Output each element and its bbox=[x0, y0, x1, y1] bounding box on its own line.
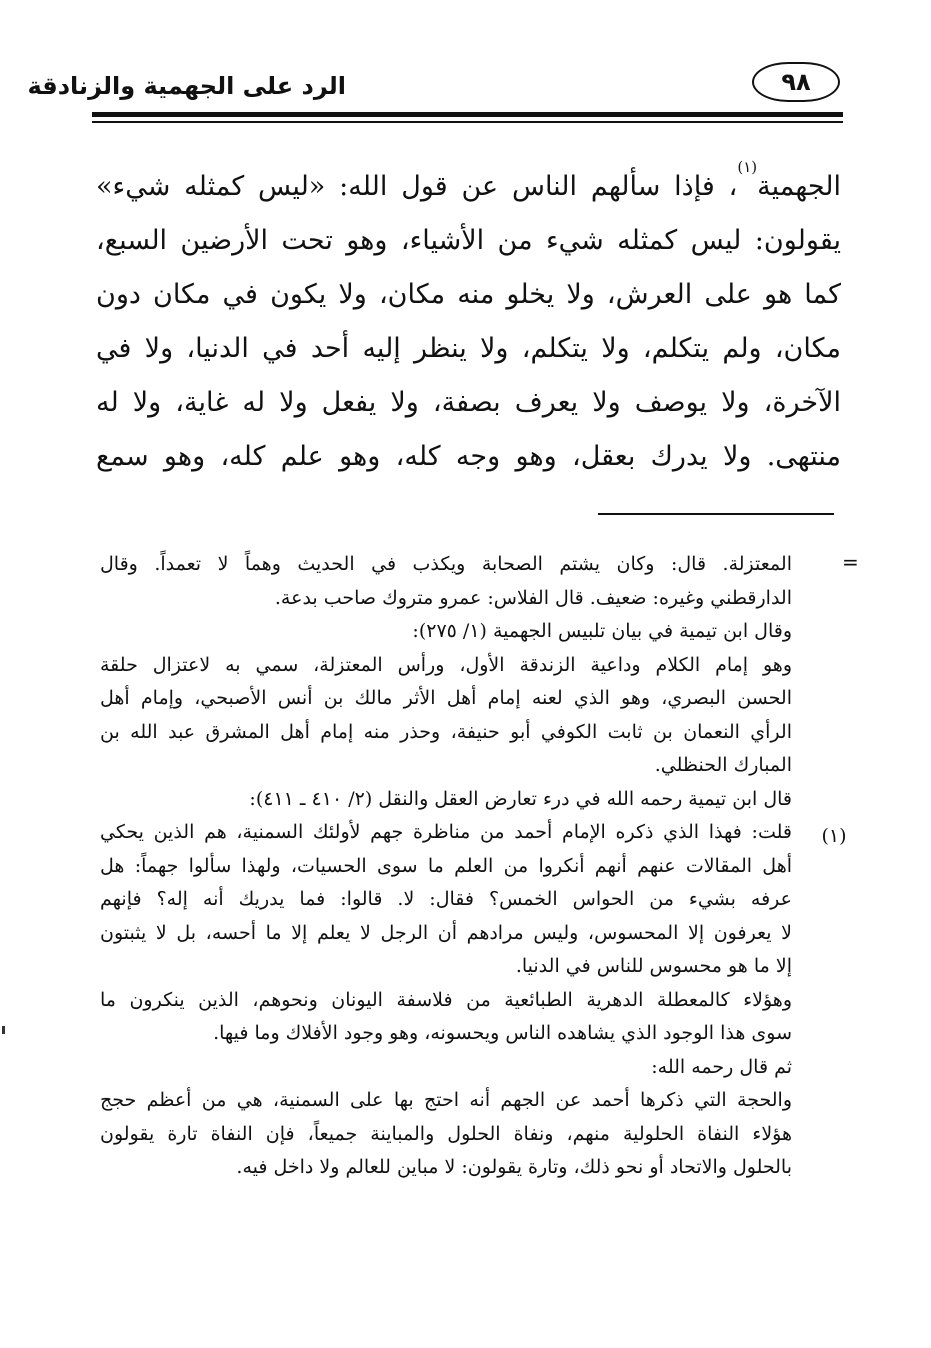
header-rule-thick bbox=[92, 112, 843, 117]
footnote-number: (١) bbox=[821, 825, 847, 847]
footnote-line: وقال ابن تيمية في بيان تلبيس الجهمية (١/ ٢٧٥): bbox=[412, 620, 792, 642]
footnote-line: المبارك الحنظلي. bbox=[654, 754, 792, 776]
text-line bbox=[96, 160, 841, 214]
footnote-line: سوى هذا الوجود الذي يشاهده الناس ويحسونه، وهو وجود الأفلاك وما فيها. bbox=[213, 1022, 792, 1044]
footnote-line: وهؤلاء كالمعطلة الدهرية الطبائعية من فلاسفة اليونان ونحوهم، الذين ينكرون ما bbox=[100, 988, 792, 1011]
footnote-continuation-marker: = bbox=[842, 550, 859, 574]
header-rule-thin bbox=[92, 121, 843, 123]
running-title: الرد على الجهمية والزنادقة bbox=[27, 72, 346, 100]
footnote-reference: (١) bbox=[737, 160, 758, 176]
page-number: ٩٨ bbox=[752, 62, 840, 102]
footnote-line: الحسن البصري، وهو الذي لعنه إمام أهل الأثر مالك بن أنس الأصبحي، وإمام أهل bbox=[100, 687, 792, 709]
text-line: يقولون: ليس كمثله شيء من الأشياء، وهو تحت الأرضين السبع، bbox=[96, 225, 841, 256]
footnote-line: الرأي النعمان بن ثابت الكوفي أبو حنيفة، وحذر منه إمام أهل المشرق عبد الله بن bbox=[100, 720, 792, 743]
footnote-line: بالحلول والاتحاد أو نحو ذلك، وتارة يقولون: لا مباين للعالم ولا داخل فيه. bbox=[236, 1156, 792, 1178]
text-segment: ، فإذا سألهم الناس عن قول الله: «ليس كمثله شيء» bbox=[96, 171, 738, 202]
footnote-line: قال ابن تيمية رحمه الله في درء تعارض العقل والنقل (٢/ ٤١٠ ـ ٤١١): bbox=[249, 787, 792, 810]
text-line: كما هو على العرش، ولا يخلو منه مكان، ولا يكون في مكان دون bbox=[96, 279, 841, 310]
footnote-line: والحجة التي ذكرها أحمد عن الجهم أنه احتج بها على السمنية، هي من أعظم حجج bbox=[100, 1089, 792, 1111]
footnote-line: المعتزلة. قال: وكان يشتم الصحابة ويكذب في الحديث وهماً لا تعمداً. وقال bbox=[100, 553, 792, 575]
text-line: الآخرة، ولا يوصف ولا يعرف بصفة، ولا يفعل ولا له غاية، ولا له bbox=[96, 387, 841, 418]
footnote-line: وهو إمام الكلام وداعية الزندقة الأول، ورأس المعتزلة، سمي به لاعتزال حلقة bbox=[100, 653, 792, 676]
footnotes bbox=[100, 548, 792, 1185]
text-line: منتهى. ولا يدرك بعقل، وهو وجه كله، وهو علم كله، وهو سمع bbox=[96, 441, 841, 472]
footnote-line: قلت: فهذا الذي ذكره الإمام أحمد من مناظرة جهم لأولئك السمنية، هم الذين يحكي bbox=[100, 821, 792, 843]
footnote-line: عرفه بشيء من الحواس الخمس؟ فقال: لا. قالوا: فما يدريك أنه إله؟ فإنهم bbox=[100, 888, 792, 910]
footnote-line: هؤلاء النفاة الحلولية منهم، ونفاة الحلول والمباينة جميعاً، فإن النفاة تارة يقولون bbox=[100, 1122, 792, 1145]
main-text bbox=[96, 160, 841, 484]
footnote-line: أهل المقالات عنهم أنهم أنكروا من العلم ما سوى الحسيات، ولهذا سألوا جهماً: هل bbox=[100, 854, 792, 877]
text-segment: الجهمية bbox=[757, 171, 841, 202]
footnote-line: إلا ما هو محسوس للناس في الدنيا. bbox=[515, 955, 792, 977]
margin-mark bbox=[2, 1026, 5, 1034]
footnote-separator bbox=[598, 513, 834, 515]
footnote-line: الدارقطني وغيره: ضعيف. قال الفلاس: عمرو متروك صاحب بدعة. bbox=[274, 586, 792, 609]
footnote-line: لا يعرفون إلا المحسوس، وليس مرادهم أن الرجل لا يعلم إلا ما أحسه، بل لا يثبتون bbox=[100, 921, 792, 944]
footnote-line: ثم قال رحمه الله: bbox=[651, 1055, 792, 1078]
text-line: مكان، ولم يتكلم، ولا يتكلم، ولا ينظر إليه أحد في الدنيا، ولا في bbox=[96, 333, 841, 364]
